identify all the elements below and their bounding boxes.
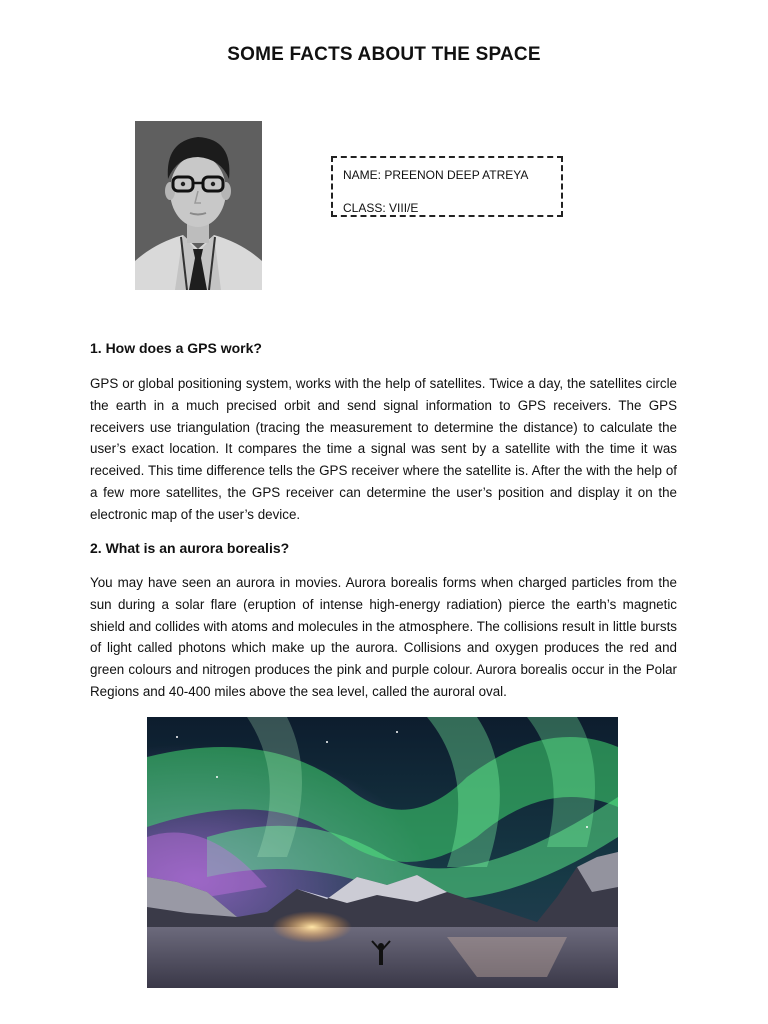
section-body-gps: GPS or global positioning system, works with the help of satellites. Twice a day, the satellites circle the earth in a much precised orbit and send signal information to GPS receivers. The GPS receivers use triangulation (tracing the measurement to determine the distance) to calculate the user’s exact location. It compares the time a signal was sent by a satellite with the time it was received. This time difference tells the GPS receiver where the satellite is. After the with the help of a few more satellites, the GPS receiver can determine the user’s position and display it on the electronic map of the user’s device. xyxy=(90,376,677,522)
section-heading-gps: 1. How does a GPS work? xyxy=(90,340,262,356)
aurora-photo xyxy=(147,717,618,988)
student-class: CLASS: VIII/E xyxy=(343,201,419,215)
document-title: SOME FACTS ABOUT THE SPACE xyxy=(227,44,541,65)
section-body-aurora: You may have seen an aurora in movies. Aurora borealis forms when charged particles from the sun during a solar flare (eruption of intense high-energy radiation) pierce the earth’s magnetic shield and collides with atoms and molecules in the atmosphere. The collisions result in little bursts of light called photons which make up the aurora. Collisions and oxygen produces the red and green colours and nitrogen produces the pink and purple colour. Aurora borealis occur in the Polar Regions and 40-400 miles above the sea level, called the auroral oval. xyxy=(90,575,677,699)
section-heading-aurora: 2. What is an aurora borealis? xyxy=(90,540,290,556)
student-photo xyxy=(135,121,262,290)
student-info-box xyxy=(331,156,563,217)
student-name: NAME: PREENON DEEP ATREYA xyxy=(343,168,529,182)
